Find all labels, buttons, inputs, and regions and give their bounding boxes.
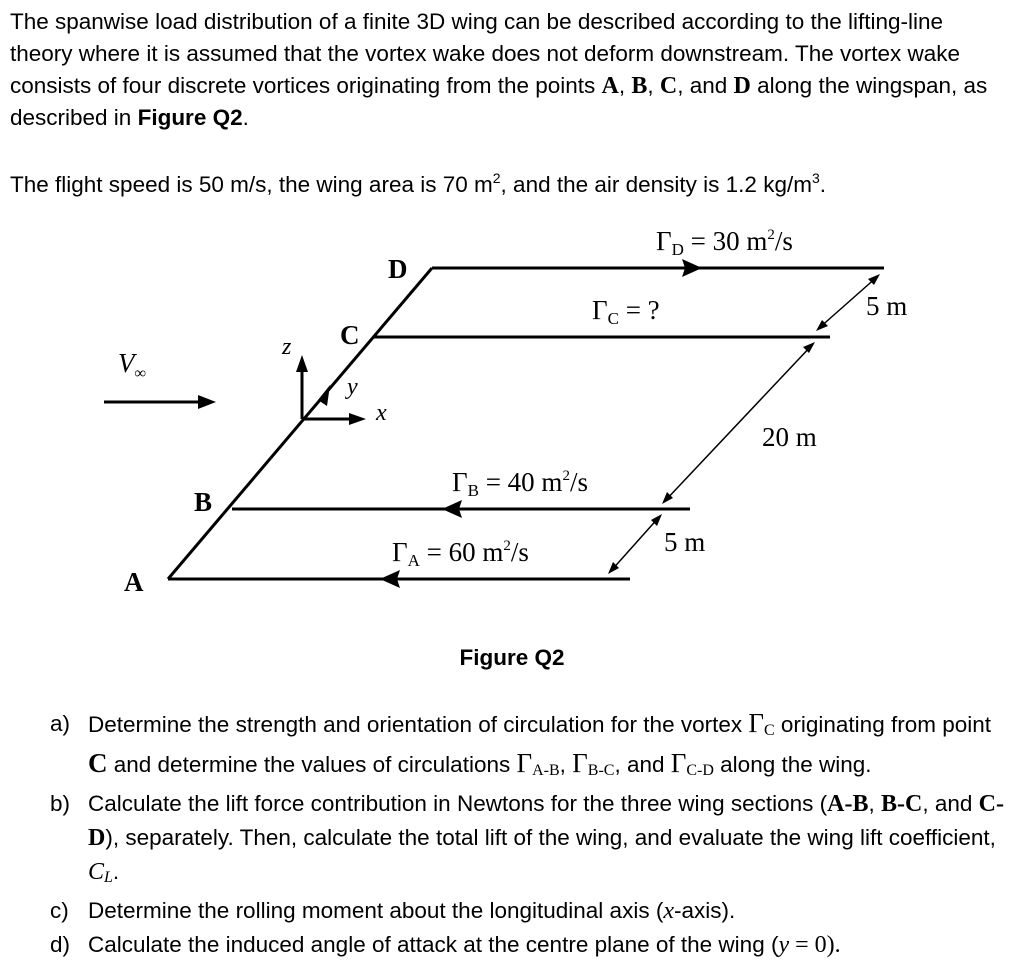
question-text: -axis). (673, 898, 736, 923)
point-c-label: C (340, 320, 360, 350)
question-d (50, 928, 1005, 962)
separator: , (647, 73, 660, 98)
question-label: a) (50, 711, 71, 736)
gamma-symbol: Γ (670, 748, 687, 778)
section-ref: B-C (880, 791, 923, 817)
gamma-subscript: C-D (686, 762, 714, 779)
point-a-label: A (124, 567, 144, 597)
question-text: , and (614, 752, 671, 777)
gamma-symbol: Γ (572, 748, 588, 778)
question-text: . (112, 859, 120, 884)
density-exponent: 3 (811, 170, 820, 186)
section-ref: A-B (827, 791, 869, 817)
question-label: b) (50, 791, 71, 816)
question-text: Calculate the lift force contribution in Newtons for the three wing sections ( (88, 791, 828, 816)
point-d-label: D (388, 254, 408, 284)
gamma-subscript: C (763, 722, 775, 739)
gamma-subscript: C (607, 309, 619, 328)
dimension-label-middle: 20 m (762, 422, 817, 452)
axis-variable: x (663, 898, 674, 924)
gamma-c-label (592, 295, 660, 328)
question-text: and determine the values of circulations (107, 752, 517, 777)
y-axis-label: y (347, 374, 358, 400)
gamma-symbol: Γ (392, 537, 408, 567)
intro-text: . (242, 105, 249, 130)
point-ref: C (88, 748, 108, 778)
question-a (50, 707, 1005, 787)
question-list (50, 707, 1005, 962)
point-b-ref: B (631, 73, 648, 99)
x-axis-label: x (376, 400, 387, 426)
question-text: Determine the strength and orientation of circulation for the vortex (88, 712, 749, 737)
lift-coefficient-symbol: C (88, 859, 105, 885)
gamma-value: = 30 m (683, 226, 768, 256)
point-d-ref: D (733, 73, 751, 99)
gamma-symbol: Γ (516, 748, 533, 778)
gamma-value: = 60 m (419, 537, 504, 567)
question-text: ), separately. Then, calculate the total lift of the wing, and evaluate the wing lift coefficient, (105, 825, 996, 850)
gamma-subscript: A-B (532, 762, 560, 779)
gamma-subscript: D (671, 240, 684, 259)
dimension-label-top: 5 m (866, 291, 908, 321)
gamma-unit: /s (510, 537, 529, 567)
span-variable: y (778, 932, 790, 958)
gamma-unit: /s (774, 226, 793, 256)
gamma-subscript: B-C (587, 762, 615, 779)
question-label: c) (50, 898, 69, 923)
conditions-text: , and the air density is 1.2 kg/m (500, 172, 812, 197)
separator: , (618, 73, 632, 98)
point-c-ref: C (659, 73, 678, 99)
gamma-exponent: 2 (562, 468, 570, 484)
gamma-a-label (392, 537, 529, 570)
y-axis-arrowhead (318, 385, 330, 406)
area-exponent: 2 (492, 170, 501, 186)
gamma-value: = ? (618, 295, 660, 325)
figure-labels (118, 226, 907, 597)
question-text: = 0). (789, 932, 841, 958)
question-text: Determine the rolling moment about the longitudinal axis ( (88, 898, 664, 923)
gamma-subscript: A (407, 551, 420, 570)
wing-vortex-diagram (0, 220, 1024, 630)
gamma-unit: /s (569, 467, 588, 497)
dimension-label-bottom: 5 m (664, 527, 706, 557)
velocity-subscript: ∞ (134, 365, 146, 382)
question-text: , (559, 752, 573, 777)
question-text: , (868, 791, 881, 816)
question-text: Calculate the induced angle of attack at the centre plane of the wing ( (88, 932, 779, 957)
question-text: along the wing. (713, 752, 872, 777)
gamma-subscript: B (467, 481, 479, 500)
dim-middle-arrow-upper (803, 342, 815, 353)
gamma-symbol: Γ (656, 226, 672, 256)
vortex-a-direction-arrow (380, 570, 400, 588)
lift-coefficient-subscript: L (104, 869, 113, 886)
velocity-symbol: V (118, 348, 135, 378)
gamma-symbol: Γ (748, 708, 764, 738)
question-text: , and (922, 791, 979, 816)
question-text: originating from point (774, 712, 992, 737)
gamma-symbol: Γ (452, 467, 468, 497)
x-axis-arrowhead (349, 413, 366, 425)
z-axis-arrowhead (296, 355, 308, 372)
point-a-ref: A (601, 73, 619, 99)
conditions-paragraph (10, 162, 1005, 201)
separator: , and (677, 73, 734, 98)
intro-text: The spanwise load distribution of a finite 3D wing can be described according to the lifting-line theory where it is assumed that the vortex wake does not deform downstream. The vortex wake consists of four discrete vortices originating from the points (10, 9, 961, 98)
gamma-exponent: 2 (503, 538, 511, 554)
section-ref: C-D (88, 791, 1004, 851)
gamma-d-label (656, 226, 793, 259)
velocity-arrowhead (198, 395, 216, 409)
conditions-text: The flight speed is 50 m/s, the wing area is 70 m (10, 172, 493, 197)
velocity-label (118, 348, 146, 382)
vortex-b-direction-arrow (442, 500, 462, 518)
point-b-label: B (194, 487, 213, 517)
conditions-text: . (819, 172, 827, 197)
figure-caption: Figure Q2 (459, 645, 565, 670)
z-axis-label: z (282, 334, 292, 360)
gamma-exponent: 2 (767, 227, 775, 243)
figure-reference: Figure Q2 (137, 105, 243, 130)
question-label: d) (50, 932, 71, 957)
gamma-value: = 40 m (478, 467, 563, 497)
question-c (50, 894, 1005, 928)
wing-leading-edge (168, 268, 432, 579)
question-b (50, 787, 1005, 894)
intro-text: along the wingspan, as described in (10, 73, 988, 130)
gamma-symbol: Γ (592, 295, 608, 325)
intro-paragraph (10, 6, 1005, 134)
vortex-d-direction-arrow (682, 259, 702, 277)
gamma-b-label (452, 467, 588, 500)
dimension-line-bottom (610, 516, 660, 572)
